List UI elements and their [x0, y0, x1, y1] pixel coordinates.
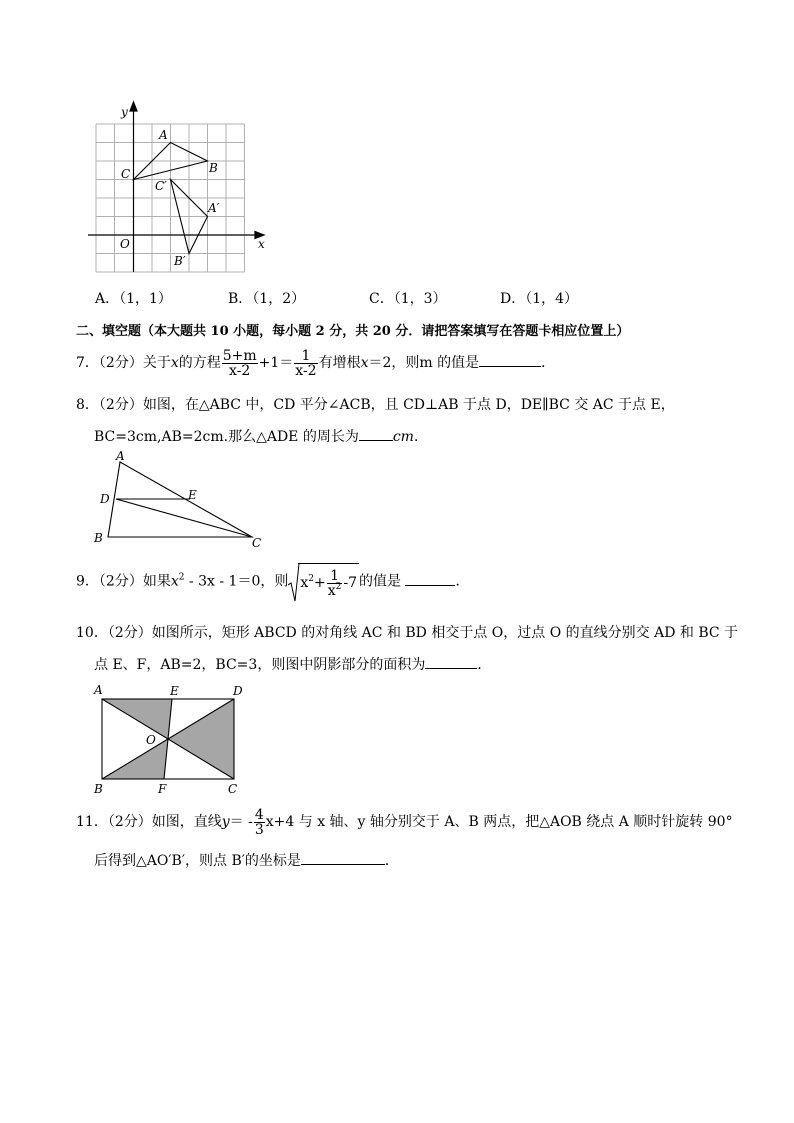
q7-frac2-numerator: 1 — [294, 349, 317, 364]
shaded-region-right — [168, 699, 234, 779]
q7-end: ． — [541, 355, 556, 371]
q10-label-f: F — [158, 782, 167, 796]
question-9 — [76, 563, 469, 600]
q10-label-c: C — [228, 782, 238, 796]
q10-end: ． — [477, 657, 492, 673]
segment-cd — [116, 499, 252, 537]
q10-label-b: B — [94, 782, 103, 796]
q9-answer-blank[interactable] — [405, 571, 455, 586]
q7-var-x: x — [170, 355, 179, 371]
q9-radical — [288, 563, 359, 600]
q8-end: ． — [413, 429, 428, 445]
q7-frac2-denominator: x-2 — [295, 362, 317, 379]
q9-number: 9．（2分）如果 — [76, 573, 171, 590]
q6-option-d[interactable]: D．（1，4） — [500, 291, 579, 307]
q7-text2: 有增根 — [318, 355, 361, 371]
q7-answer-blank[interactable] — [479, 352, 541, 367]
q8-label-a: A — [116, 449, 125, 463]
q10-label-a: A — [94, 683, 103, 697]
q10-line-1: 10．（2分）如图所示，矩形 ABCD 的对角线 AC 和 BD 相交于点 O，过点 O 的直线分别交 AD 和 BC 于 — [76, 625, 739, 641]
q9-rad-exp: 2 — [308, 574, 314, 584]
q9-rad-plus: + — [314, 575, 326, 591]
q11-fraction — [254, 808, 265, 837]
q8-label-d: D — [100, 492, 110, 506]
q8-label-c: C — [252, 536, 262, 550]
q9-rest: - 3x - 1＝0，则 — [184, 573, 289, 590]
q9-rad-fraction — [327, 569, 343, 598]
q7-text3: ＝2，则m 的值是 — [368, 355, 480, 371]
q7-plus: +1＝ — [258, 355, 294, 371]
q11-number: 11．（2分）如图，直线 — [76, 814, 222, 830]
y-axis-label: y — [121, 105, 128, 119]
q9-var-x: x — [170, 573, 179, 590]
q8-answer-blank[interactable] — [359, 426, 393, 441]
q7-frac1-numerator: 5+m — [222, 347, 257, 364]
x-axis-label: x — [258, 237, 265, 251]
q8-triangle-figure — [90, 448, 270, 552]
q7-fraction-1 — [222, 349, 258, 378]
point-b1-label: B′ — [174, 254, 186, 268]
q10-label-d: D — [233, 684, 243, 698]
q11-eq: ＝ - — [229, 814, 253, 830]
q9-text2: 的值是 — [359, 573, 402, 590]
q10-line-2-text: 点 E、F，AB=2，BC=3，则图中阴影部分的面积为 — [94, 657, 426, 673]
q9-rad-minus: -7 — [343, 575, 358, 591]
point-a1-label: A′ — [208, 201, 220, 215]
q9-end: ． — [455, 573, 470, 590]
q6-option-a[interactable]: A．（1，1） — [95, 291, 172, 307]
q11-answer-blank[interactable] — [301, 850, 385, 865]
q10-label-o: O — [146, 733, 156, 747]
q11-frac-numerator: 4 — [254, 806, 264, 823]
q11-frac-denominator: 3 — [254, 821, 264, 838]
q8-label-b: B — [94, 531, 103, 545]
question-7 — [76, 348, 555, 378]
q8-line-1: 8．（2分）如图，在△ABC 中，CD 平分∠ACB，且 CD⊥AB 于点 D，DE∥BC 交 AC 于点 E， — [76, 397, 675, 413]
grid-lines — [96, 124, 245, 272]
point-b-label: B — [209, 161, 218, 175]
question-11 — [76, 806, 733, 838]
q7-number: 7．（2分）关于 — [76, 355, 171, 371]
q9-rad-denominator: $x^2$ — [327, 581, 342, 599]
q6-option-c[interactable]: C．（1，3） — [369, 291, 447, 307]
q7-frac1-denominator: x-2 — [229, 362, 251, 379]
q7-fraction-2 — [294, 349, 317, 378]
q11-end: ． — [384, 853, 399, 869]
section-heading: 二、填空题（本大题共 10 小题，每小题 2 分，共 20 分．请把答案填写在答题卡相应位置上） — [76, 324, 630, 339]
q8-line-2-text: BC=3cm,AB=2cm.那么△ADE 的周长为 — [94, 429, 359, 445]
q8-label-e: E — [188, 488, 197, 502]
q9-rad-x: x — [300, 575, 309, 591]
point-c-label: C — [121, 167, 131, 181]
q8-line-2 — [94, 426, 428, 446]
point-a-label: A — [159, 128, 168, 142]
q7-var-x2: x — [360, 355, 369, 371]
point-c1-label: C′ — [155, 179, 167, 193]
q11-var-y: y — [221, 814, 230, 830]
q11-rest: x+4 与 x 轴、y 轴分别交于 A、B 两点，把△AOB 绕点 A 顺时针旋转 90° — [265, 814, 733, 830]
q9-rad-numerator: 1 — [327, 569, 343, 584]
q9-exponent: 2 — [178, 572, 185, 583]
q7-text1: 的方程 — [178, 355, 221, 371]
q10-label-e: E — [170, 684, 179, 698]
q11-line-2-text: 后得到△AO′B′，则点 B′的坐标是 — [94, 853, 301, 869]
q10-rectangle-figure — [90, 682, 260, 796]
q6-option-b[interactable]: B．（1，2） — [228, 291, 306, 307]
origin-label: O — [120, 237, 130, 251]
q10-answer-blank[interactable] — [425, 654, 477, 669]
q10-line-2 — [94, 654, 491, 674]
q6-coordinate-figure — [88, 98, 278, 278]
q11-line-2 — [94, 850, 399, 870]
q8-unit: cm — [392, 429, 414, 445]
